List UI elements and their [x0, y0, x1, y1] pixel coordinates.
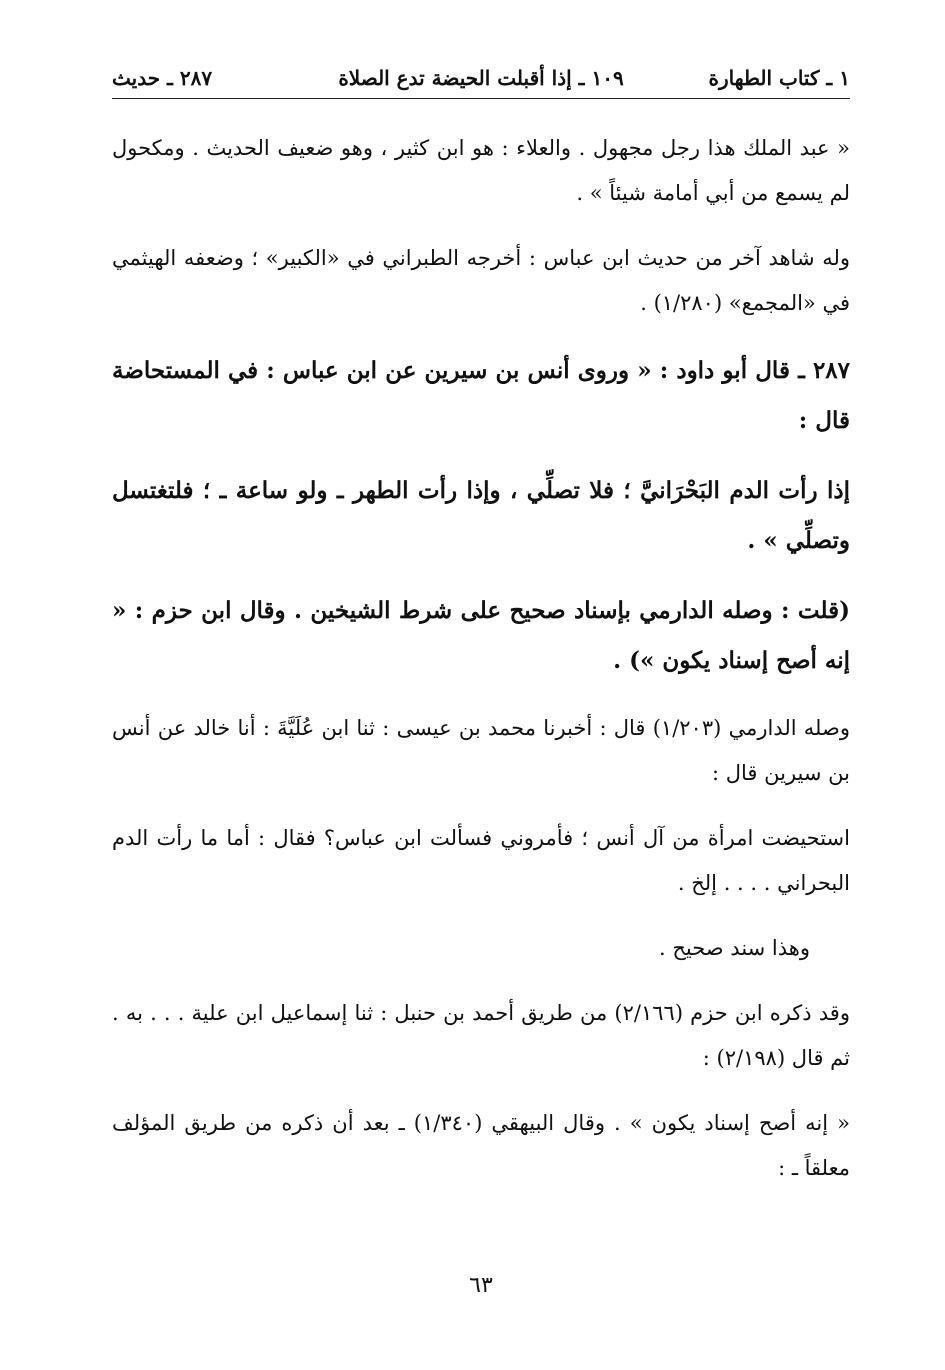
- paragraph-8: وهذا سند صحيح .: [658, 936, 810, 960]
- header-book-title: ١ ـ كتاب الطهارة: [708, 66, 850, 90]
- page-number: ٦٣: [469, 1273, 493, 1298]
- paragraph-6: وصله الدارمي (١/٢٠٣) قال : أخبرنا محمد بن عيسى : ثنا ابن عُلَيَّةَ : أنا خالد عن أنس بن سيرين قال :: [112, 716, 850, 785]
- header-divider: [112, 98, 850, 99]
- header-chapter-title: ١٠٩ ـ إذا أقبلت الحيضة تدع الصلاة: [338, 66, 624, 90]
- page-body: [112, 126, 850, 1211]
- running-header: [112, 58, 850, 98]
- book-page: [112, 58, 850, 1338]
- paragraph-2: وله شاهد آخر من حديث ابن عباس : أخرجه الطبراني في «الكبير» ؛ وضعفه الهيثمي في «المجمع» (١/٢٨٠) .: [112, 246, 850, 315]
- header-hadith-number: ٢٨٧ ـ حديث: [112, 66, 213, 90]
- paragraph-3-hadith: ٢٨٧ ـ قال أبو داود : « وروى أنس بن سيرين عن ابن عباس : في المستحاضة قال :: [112, 357, 850, 434]
- paragraph-9: وقد ذكره ابن حزم (٢/١٦٦) من طريق أحمد بن حنبل : ثنا إسماعيل ابن علية . . . به . ثم قال (٢/١٩٨) :: [112, 1001, 850, 1070]
- paragraph-10: « إنه أصح إسناد يكون » . وقال البيهقي (١/٣٤٠) ـ بعد أن ذكره من طريق المؤلف معلقاً ـ :: [112, 1111, 850, 1180]
- paragraph-4-hadith-text: إذا رأت الدم البَحْرَانيَّ ؛ فلا تصلِّي ، وإذا رأت الطهر ـ ولو ساعة ـ ؛ فلتغتسل وتصلِّي » .: [112, 477, 850, 554]
- paragraph-1: « عبد الملك هذا رجل مجهول . والعلاء : هو ابن كثير ، وهو ضعيف الحديث . ومكحول لم يسمع من أبي أمامة شيئاً » .: [112, 136, 850, 205]
- paragraph-5-note: (قلت : وصله الدارمي بإسناد صحيح على شرط الشيخين . وقال ابن حزم : « إنه أصح إسناد يكون ») .: [112, 597, 850, 674]
- paragraph-7: استحيضت امرأة من آل أنس ؛ فأمروني فسألت ابن عباس؟ فقال : أما ما رأت الدم البحراني . . . . إلخ .: [112, 826, 850, 895]
